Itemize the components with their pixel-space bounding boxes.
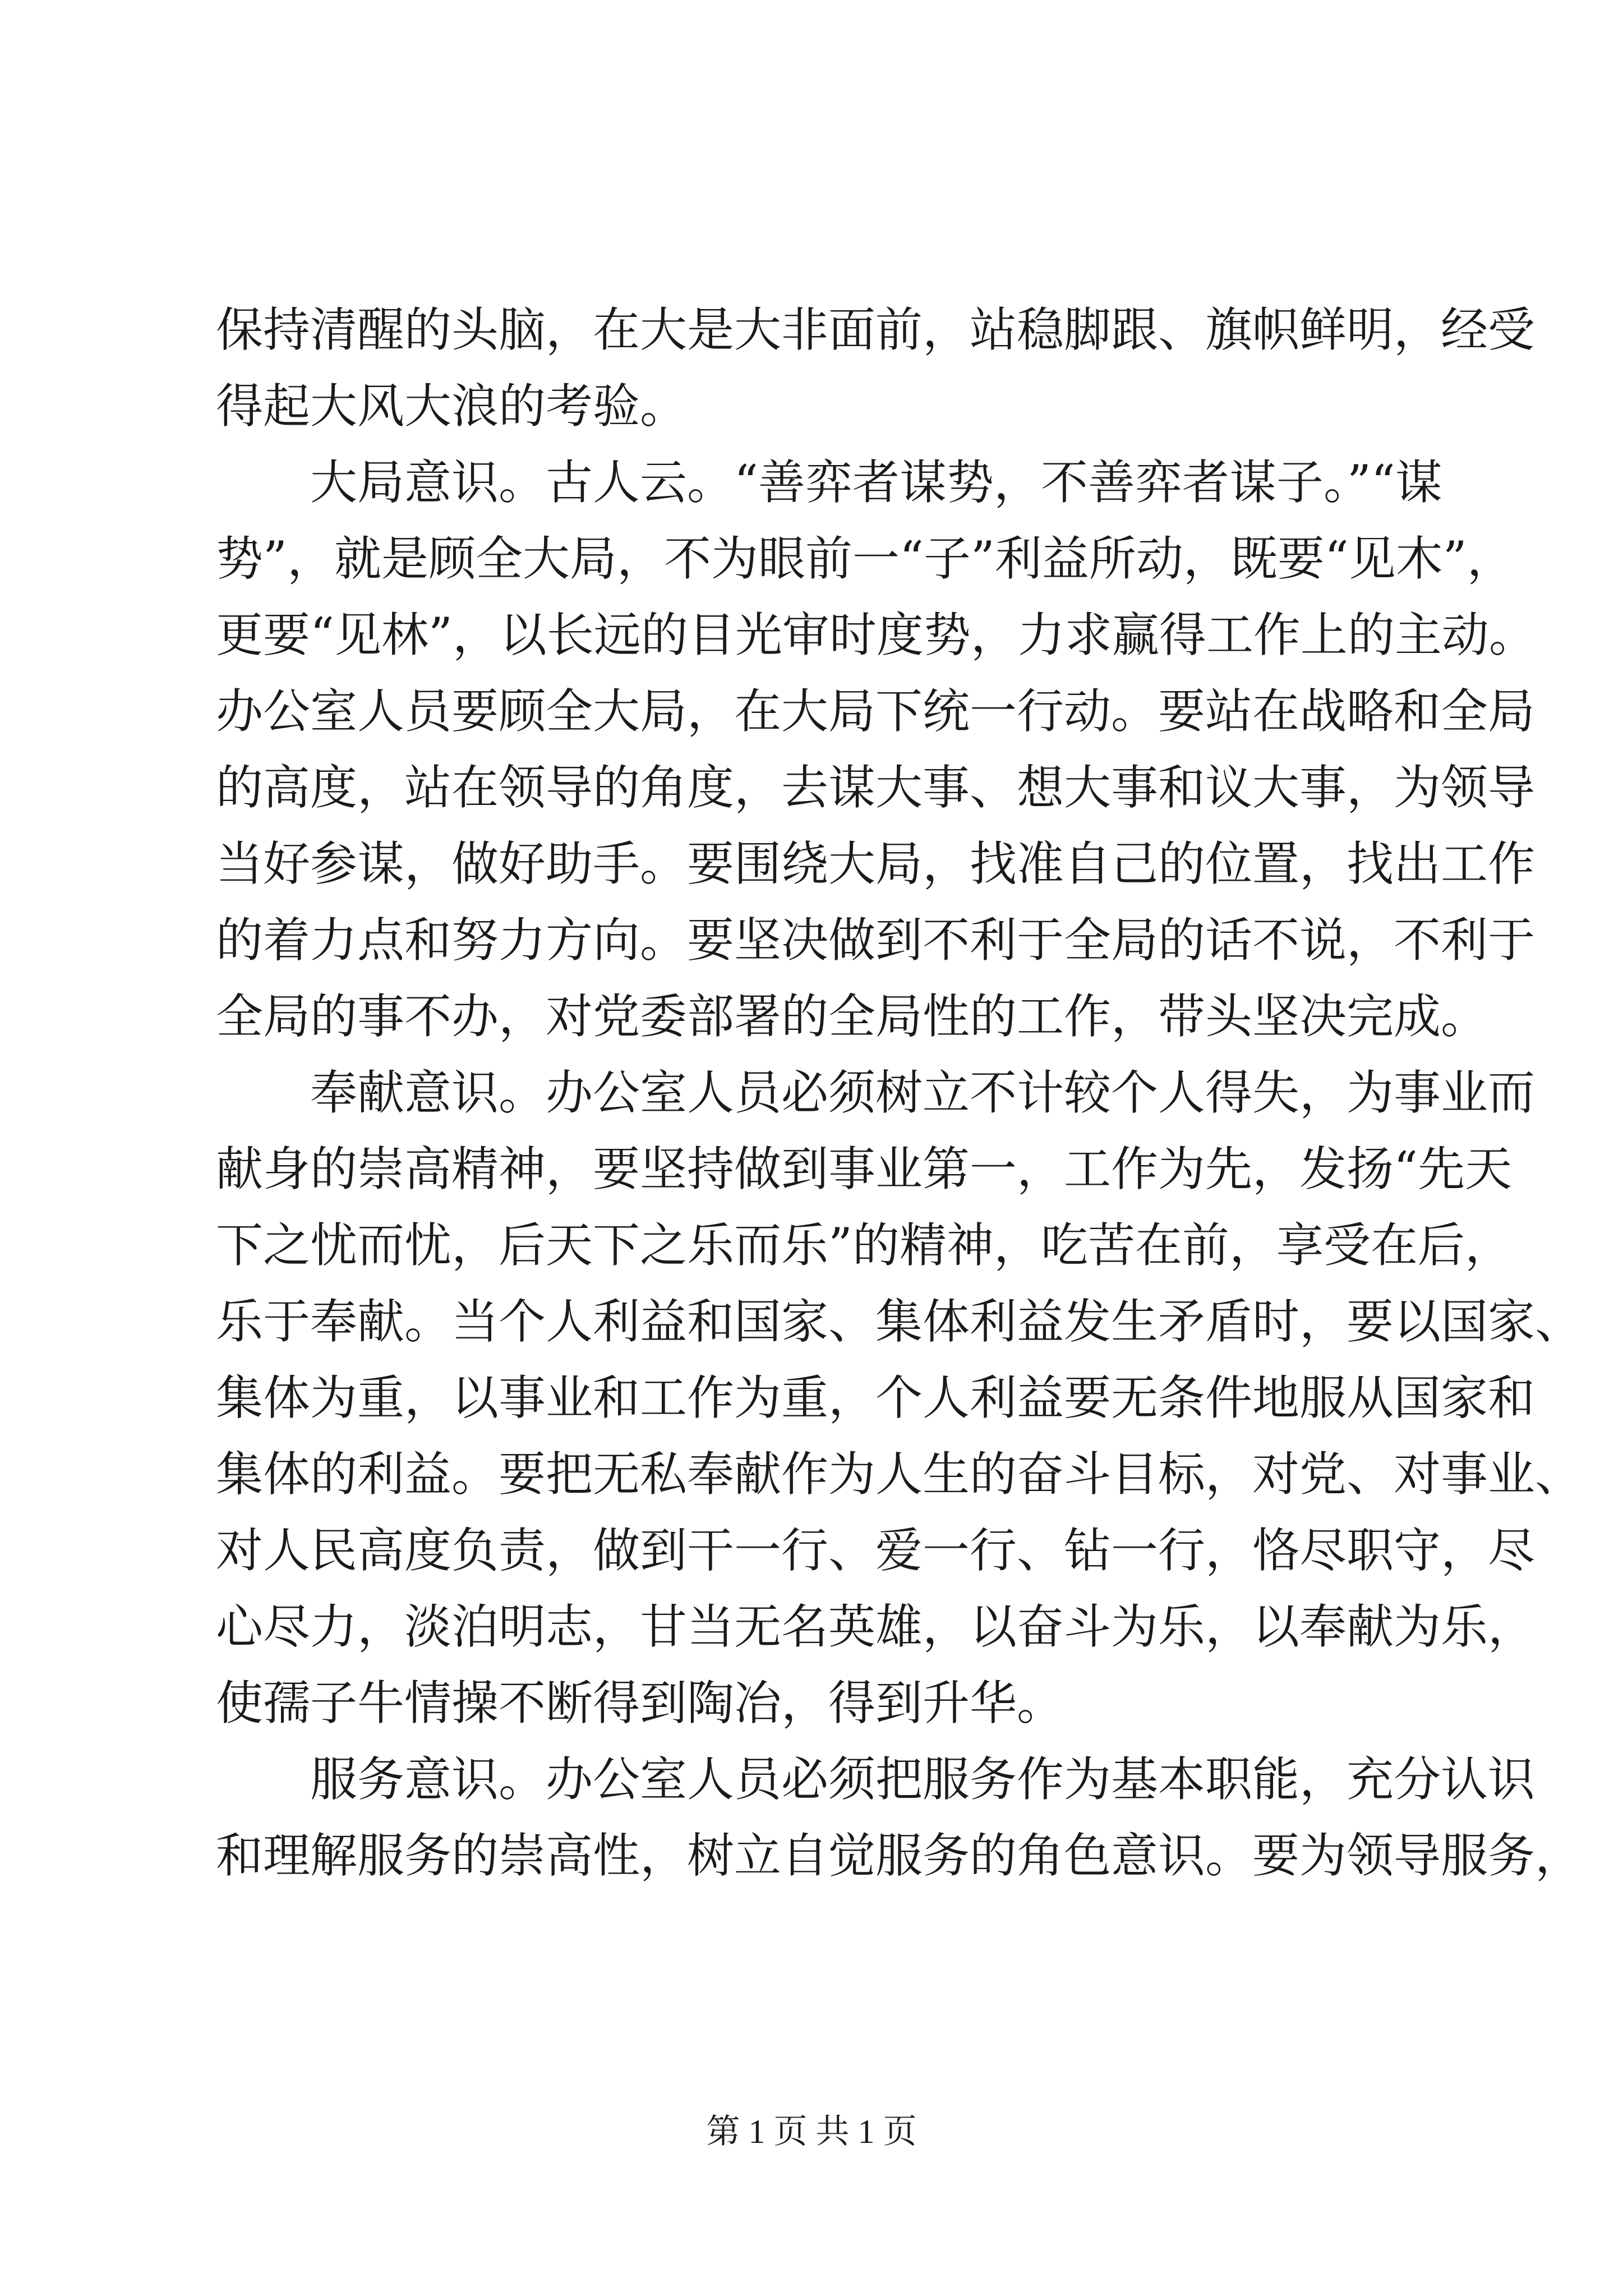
text-line: 对人民高度负责，做到干一行、爱一行、钻一行，恪尽职守，尽 bbox=[216, 1523, 1536, 1578]
page-number-footer: 第 1 页 共 1 页 bbox=[706, 2113, 917, 2150]
text-line: 心尽力，淡泊明志，甘当无名英雄，以奋斗为乐，以奉献为乐， bbox=[216, 1599, 1536, 1654]
text-line: 的高度，站在领导的角度，去谋大事、想大事和议大事，为领导 bbox=[216, 760, 1536, 815]
body-text bbox=[216, 292, 1583, 1894]
text-line: 献身的崇高精神，要坚持做到事业第一，工作为先，发扬“先天 bbox=[216, 1142, 1512, 1197]
paragraph-first-line: 服务意识。办公室人员必须把服务作为基本职能，充分认识 bbox=[310, 1752, 1536, 1807]
text-line: 集体为重，以事业和工作为重，个人利益要无条件地服从国家和 bbox=[216, 1370, 1536, 1425]
paragraph-first-line: 奉献意识。办公室人员必须树立不计较个人得失，为事业而 bbox=[310, 1065, 1536, 1120]
text-line: 下之忧而忧，后天下之乐而乐”的精神，吃苦在前，享受在后， bbox=[216, 1218, 1512, 1273]
text-line: 集体的利益。要把无私奉献作为人生的奋斗目标，对党、对事业、 bbox=[216, 1447, 1583, 1502]
text-line: 得起大风大浪的考验。 bbox=[216, 379, 688, 434]
text-line: 更要“见林”，以长远的目光审时度势，力求赢得工作上的主动。 bbox=[216, 608, 1536, 662]
text-line: 办公室人员要顾全大局，在大局下统一行动。要站在战略和全局 bbox=[216, 684, 1536, 739]
text-line: 全局的事不办，对党委部署的全局性的工作，带头坚决完成。 bbox=[216, 989, 1488, 1044]
paragraph-first-line: 大局意识。古人云。“善弈者谋势，不善弈者谋子。”“谋 bbox=[310, 455, 1442, 510]
text-line: 势”，就是顾全大局，不为眼前一“子”利益所动，既要“见木”， bbox=[216, 531, 1514, 586]
text-line: 保持清醒的头脑，在大是大非面前，站稳脚跟、旗帜鲜明，经受 bbox=[216, 302, 1536, 357]
text-line: 乐于奉献。当个人利益和国家、集体利益发生矛盾时，要以国家、 bbox=[216, 1294, 1583, 1349]
text-line: 的着力点和努力方向。要坚决做到不利于全局的话不说，不利于 bbox=[216, 913, 1536, 968]
text-line: 使孺子牛情操不断得到陶冶，得到升华。 bbox=[216, 1676, 1064, 1731]
text-line: 当好参谋，做好助手。要围绕大局，找准自己的位置，找出工作 bbox=[216, 836, 1536, 891]
text-line: 和理解服务的崇高性，树立自觉服务的角色意识。要为领导服务， bbox=[216, 1828, 1583, 1883]
